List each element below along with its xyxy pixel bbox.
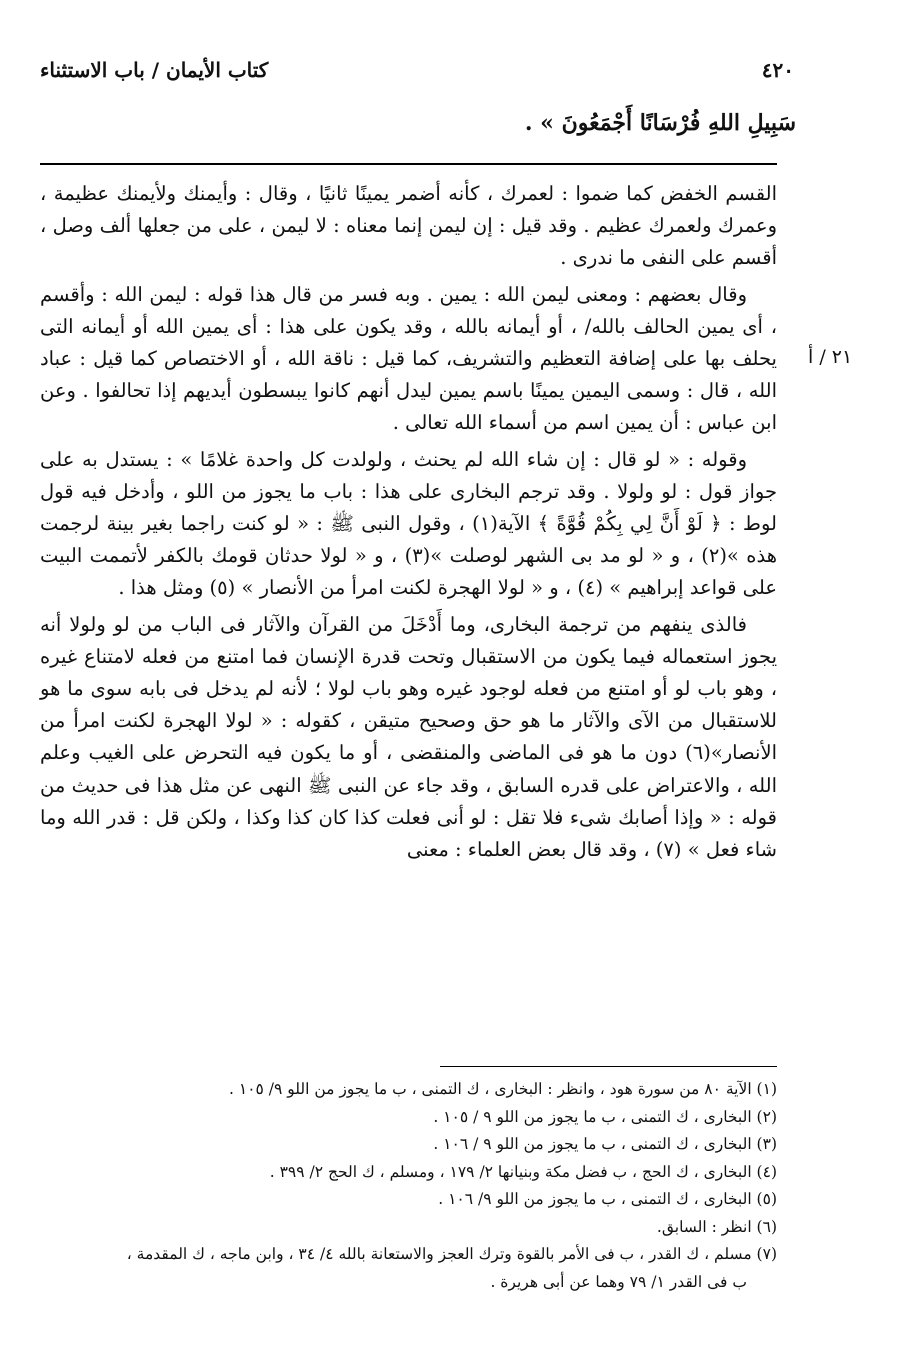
header-divider <box>40 163 777 165</box>
manuscript-folio-marker: ٢١ / أ <box>808 346 853 368</box>
footnote: (٧) مسلم ، ك القدر ، ب فى الأمر بالقوة وترك العجز والاستعانة بالله ٤/ ٣٤ ، وابن ماجه ، ك المقدمة ، <box>126 1245 777 1263</box>
footnote: (٤) البخارى ، ك الحج ، ب فضل مكة وبنيانها ٢/ ١٧٩ ، ومسلم ، ك الحج ٢/ ٣٩٩ . <box>269 1162 777 1181</box>
footnote-continuation: ب فى القدر ١/ ٧٩ وهما عن أبى هريرة . <box>490 1272 747 1291</box>
quran-verse-continuation: سَبِيلِ اللهِ فُرْسَانًا أَجْمَعُونَ » . <box>524 110 796 136</box>
header-title: كتاب الأيمان / باب الاستثناء <box>40 58 269 82</box>
footnote: (٦) انظر : السابق. <box>656 1217 777 1236</box>
page-number: ٤٢٠ <box>761 58 794 82</box>
footnote: (١) الآية ٨٠ من سورة هود ، وانظر : البخارى ، ك التمنى ، ب ما يجوز من اللو ٩/ ١٠٥ . <box>229 1080 777 1098</box>
footnote-divider <box>440 1066 777 1067</box>
main-text <box>40 178 777 866</box>
footnote: (٥) البخارى ، ك التمنى ، ب ما يجوز من اللو ٩/ ١٠٦ . <box>438 1190 777 1208</box>
footnote: (٢) البخارى ، ك التمنى ، ب ما يجوز من اللو ٩ / ١٠٥ . <box>433 1107 777 1126</box>
footnote: (٣) البخارى ، ك التمنى ، ب ما يجوز من اللو ٩ / ١٠٦ . <box>433 1135 777 1153</box>
running-header <box>40 58 794 92</box>
paragraph: وقوله : « لو قال : إن شاء الله لم يحنث ، ولولدت كل واحدة غلامًا » : يستدل به على جواز قول : لو ولولا . وقد ترجم البخارى على هذا : باب ما يجوز من اللو ، وأدخل فيه قول لوط : ﴿ لَوْ أَنَّ لِي بِكُمْ قُوَّةً ﴾ الآية(١) ، وقول النبى ﷺ : « لو كنت راجما بغير بينة لرجمت هذه »(٢) ، و « لو مد بى الشهر لوصلت »(٣) ، و « لولا حدثان قومك بالكفر لأتممت البيت على قواعد إبراهيم » (٤) ، و « لولا الهجرة لكنت امرأ من الأنصار » (٥) ومثل هذا . <box>40 447 777 600</box>
paragraph: فالذى ينفهم من ترجمة البخارى، وما أَدْخَلَ من القرآن والآثار فى الباب من لو ولولا أنه يجوز استعماله فيما يكون من الاستقبال وتحت قدرة الإنسان فما امتنع من فعله لامتناع غيره ، وهو باب لو أو امتنع من فعله لوجود غيره وهو باب لولا ؛ لأنه لم يدخل فى بابه سوى ما هو للاستقبال من الآى والآثار ما هو حق وصحيح متيقن ، كقوله : « لولا الهجرة لكنت امرأ من الأنصار»(٦) دون ما هو فى الماضى والمنقضى ، أو ما يكون فيه التحرض على الغيب وعلم الله ، والاعتراض على قدره السابق ، وقد جاء عن النبى ﷺ النهى عن مثل هذا فى حديث من قوله : « وإذا أصابك شىء فلا تقل : لو أنى فعلت كذا كان كذا وكذا ، ولكن قل : قدر الله وما شاء فعل » (٧) ، وقد قال بعض العلماء : معنى <box>40 612 777 862</box>
paragraph: وقال بعضهم : ومعنى ليمن الله : يمين . وبه فسر من قال هذا قوله : ليمن الله : وأقسم ، أى يمين الحالف بالله/ ، أو أيمانه بالله ، وقد يكون على هذا : أى يمين الله أو أيمانه التى يحلف بها على إضافة التعظيم والتشريف، كما قيل : ناقة الله ، أو الاختصاص كما قيل : عباد الله ، قال : وسمى اليمين يمينًا باسم يمين ليدل أنهم كانوا يبسطون أيديهم إذا تحالفوا . وعن ابن عباس : أن يمين اسم من أسماء الله تعالى . <box>40 282 777 435</box>
footnotes <box>40 1076 777 1296</box>
paragraph: القسم الخفض كما ضموا : لعمرك ، كأنه أضمر يمينًا ثانيًا ، وقال : وأيمنك ولأيمنك عظيمة ، وعمرك ولعمرك عظيم . وقد قيل : إن ليمن إنما معناه : لا ليمن ، على من جعلها ألف وصل ، أقسم على النفى ما ندرى . <box>40 182 777 270</box>
